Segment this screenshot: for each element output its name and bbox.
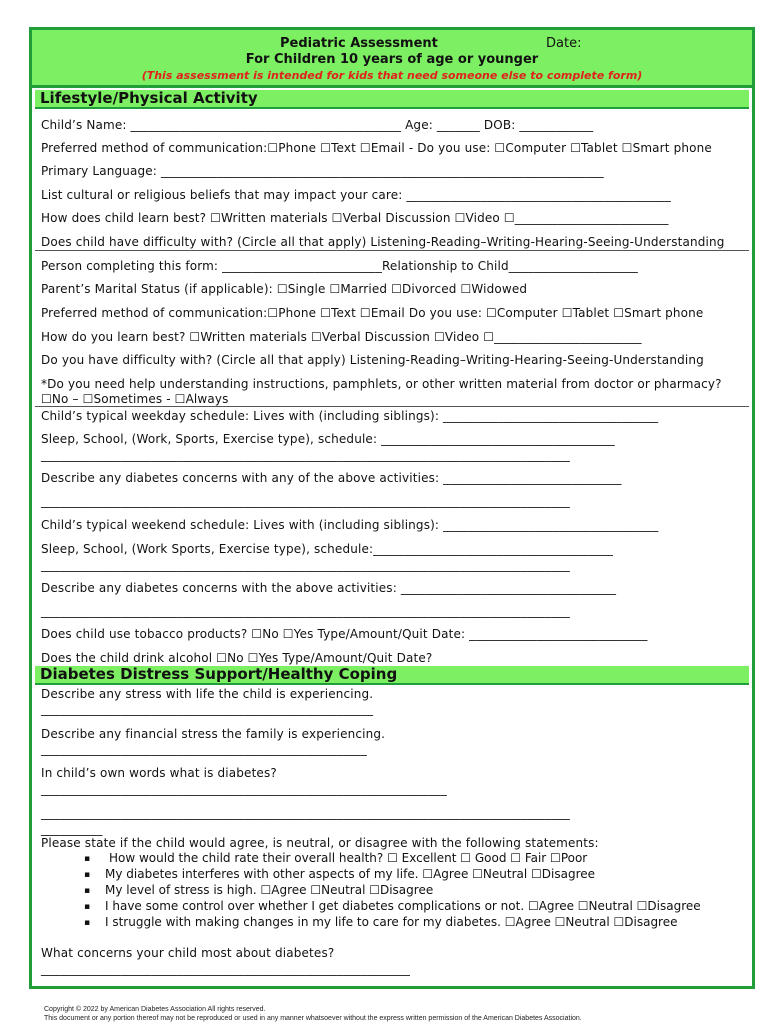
date-label: Date: [546, 36, 582, 51]
bullet-icon: ▪ [84, 870, 91, 880]
statement-changes[interactable]: I struggle with making changes in my life to care for my diabetes. ☐Agree ☐Neutral ☐Disagree [105, 915, 678, 929]
divider [35, 250, 749, 251]
financial-stress-line[interactable]: _____________________________________________________ [41, 742, 367, 756]
life-stress-label: Describe any stress with life the child is experiencing. [41, 687, 374, 701]
financial-stress-label: Describe any financial stress the family is experiencing. [41, 727, 386, 741]
parent-learn-field[interactable]: How do you learn best? ☐Written materials ☐Verbal Discussion ☐Video ☐________________________ [41, 330, 642, 344]
footer-copyright: Copyright © 2022 by American Diabetes Association All rights reserved. [44, 1006, 266, 1013]
help-understanding-question: *Do you need help understanding instructions, pamphlets, or other written material from doctor or pharmacy? [41, 377, 722, 391]
life-stress-line[interactable]: ______________________________________________________ [41, 702, 374, 716]
diabetes-words-line[interactable]: __________ [41, 822, 103, 836]
help-understanding-options[interactable]: ☐No – ☐Sometimes - ☐Always [41, 392, 229, 406]
concerns-label: What concerns your child most about diabetes? [41, 946, 335, 960]
form-header [32, 30, 752, 88]
cultural-beliefs-field[interactable]: List cultural or religious beliefs that may impact your care: ___________________________________________ [41, 188, 671, 202]
bullet-icon: ▪ [84, 886, 91, 896]
diabetes-words-label: In child’s own words what is diabetes? [41, 766, 277, 780]
marital-status-field[interactable]: Parent’s Marital Status (if applicable): ☐Single ☐Married ☐Divorced ☐Widowed [41, 282, 528, 296]
statement-interferes[interactable]: My diabetes interferes with other aspects of my life. ☐Agree ☐Neutral ☐Disagree [105, 867, 596, 881]
form-note: (This assessment is intended for kids that need someone else to complete form) [141, 69, 643, 82]
statement-overall-health[interactable]: How would the child rate their overall health? ☐ Excellent ☐ Good ☐ Fair ☐Poor [109, 851, 588, 865]
childs-name-field[interactable]: Child’s Name: ____________________________________________ Age: _______ DOB: ____________ [41, 118, 594, 132]
parent-communication-field[interactable]: Preferred method of communication:☐Phone ☐Text ☐Email Do you use: ☐Computer ☐Tablet ☐Smart phone [41, 306, 704, 320]
form-subtitle: For Children 10 years of age or younger [245, 52, 539, 67]
primary-language-field[interactable]: Primary Language: ________________________________________________________________________ [41, 164, 604, 178]
alcohol-field[interactable]: Does the child drink alcohol ☐No ☐Yes Type/Amount/Quit Date? [41, 651, 433, 665]
form-title: Pediatric Assessment [280, 36, 438, 51]
footer-notice: This document or any portion thereof may not be reproduced or used in any manner whatsoever without the express written permission of the American Diabetes Association. [44, 1015, 582, 1022]
child-learn-field[interactable]: How does child learn best? ☐Written materials ☐Verbal Discussion ☐Video ☐_________________________ [41, 211, 669, 225]
statement-control[interactable]: I have some control over whether I get diabetes complications or not. ☐Agree ☐Neutral ☐Disagree [105, 899, 701, 913]
weekend-concerns-field[interactable]: Describe any diabetes concerns with the above activities: ___________________________________ [41, 581, 617, 595]
weekday-schedule-field[interactable]: Sleep, School, (Work, Sports, Exercise type), schedule: ______________________________________ [41, 432, 615, 446]
parent-difficulty-field[interactable]: Do you have difficulty with? (Circle all that apply) Listening-Reading–Writing-Hearing-Seeing-Understanding [41, 353, 704, 367]
form-page [29, 27, 755, 989]
concerns-line[interactable]: ____________________________________________________________ [41, 962, 410, 976]
divider [35, 406, 749, 407]
weekend-schedule-line[interactable]: ______________________________________________________________________________________ [41, 558, 570, 572]
section-distress: Diabetes Distress Support/Healthy Coping [35, 666, 749, 685]
weekday-lives-with-field[interactable]: Child’s typical weekday schedule: Lives with (including siblings): ___________________________________ [41, 409, 659, 423]
weekday-concerns-field[interactable]: Describe any diabetes concerns with any of the above activities: _____________________________ [41, 471, 622, 485]
bullet-icon: ▪ [84, 918, 91, 928]
weekday-concerns-line[interactable]: ______________________________________________________________________________________ [41, 494, 570, 508]
weekend-schedule-field[interactable]: Sleep, School, (Work Sports, Exercise type), schedule:_______________________________________ [41, 542, 614, 556]
weekend-concerns-line[interactable]: ______________________________________________________________________________________ [41, 604, 570, 618]
tobacco-field[interactable]: Does child use tobacco products? ☐No ☐Yes Type/Amount/Quit Date: _____________________________ [41, 627, 648, 641]
section-lifestyle: Lifestyle/Physical Activity [35, 90, 749, 109]
diabetes-words-line[interactable]: ______________________________________________________________________________________ [41, 806, 570, 820]
diabetes-words-line[interactable]: __________________________________________________________________ [41, 782, 447, 796]
statements-intro: Please state if the child would agree, is neutral, or disagree with the following statements: [41, 836, 599, 850]
weekday-schedule-line[interactable]: ______________________________________________________________________________________ [41, 448, 570, 462]
person-completing-field[interactable]: Person completing this form: __________________________Relationship to Child_____________________ [41, 259, 638, 273]
statement-stress-high[interactable]: My level of stress is high. ☐Agree ☐Neutral ☐Disagree [105, 883, 434, 897]
child-communication-field[interactable]: Preferred method of communication:☐Phone ☐Text ☐Email - Do you use: ☐Computer ☐Tablet ☐Smart phone [41, 141, 712, 155]
child-difficulty-field[interactable]: Does child have difficulty with? (Circle all that apply) Listening-Reading–Writing-Hearing-Seeing-Understanding [41, 235, 725, 249]
bullet-icon: ▪ [84, 854, 91, 864]
bullet-icon: ▪ [84, 902, 91, 912]
weekend-lives-with-field[interactable]: Child’s typical weekend schedule: Lives with (including siblings): ___________________________________ [41, 518, 659, 532]
